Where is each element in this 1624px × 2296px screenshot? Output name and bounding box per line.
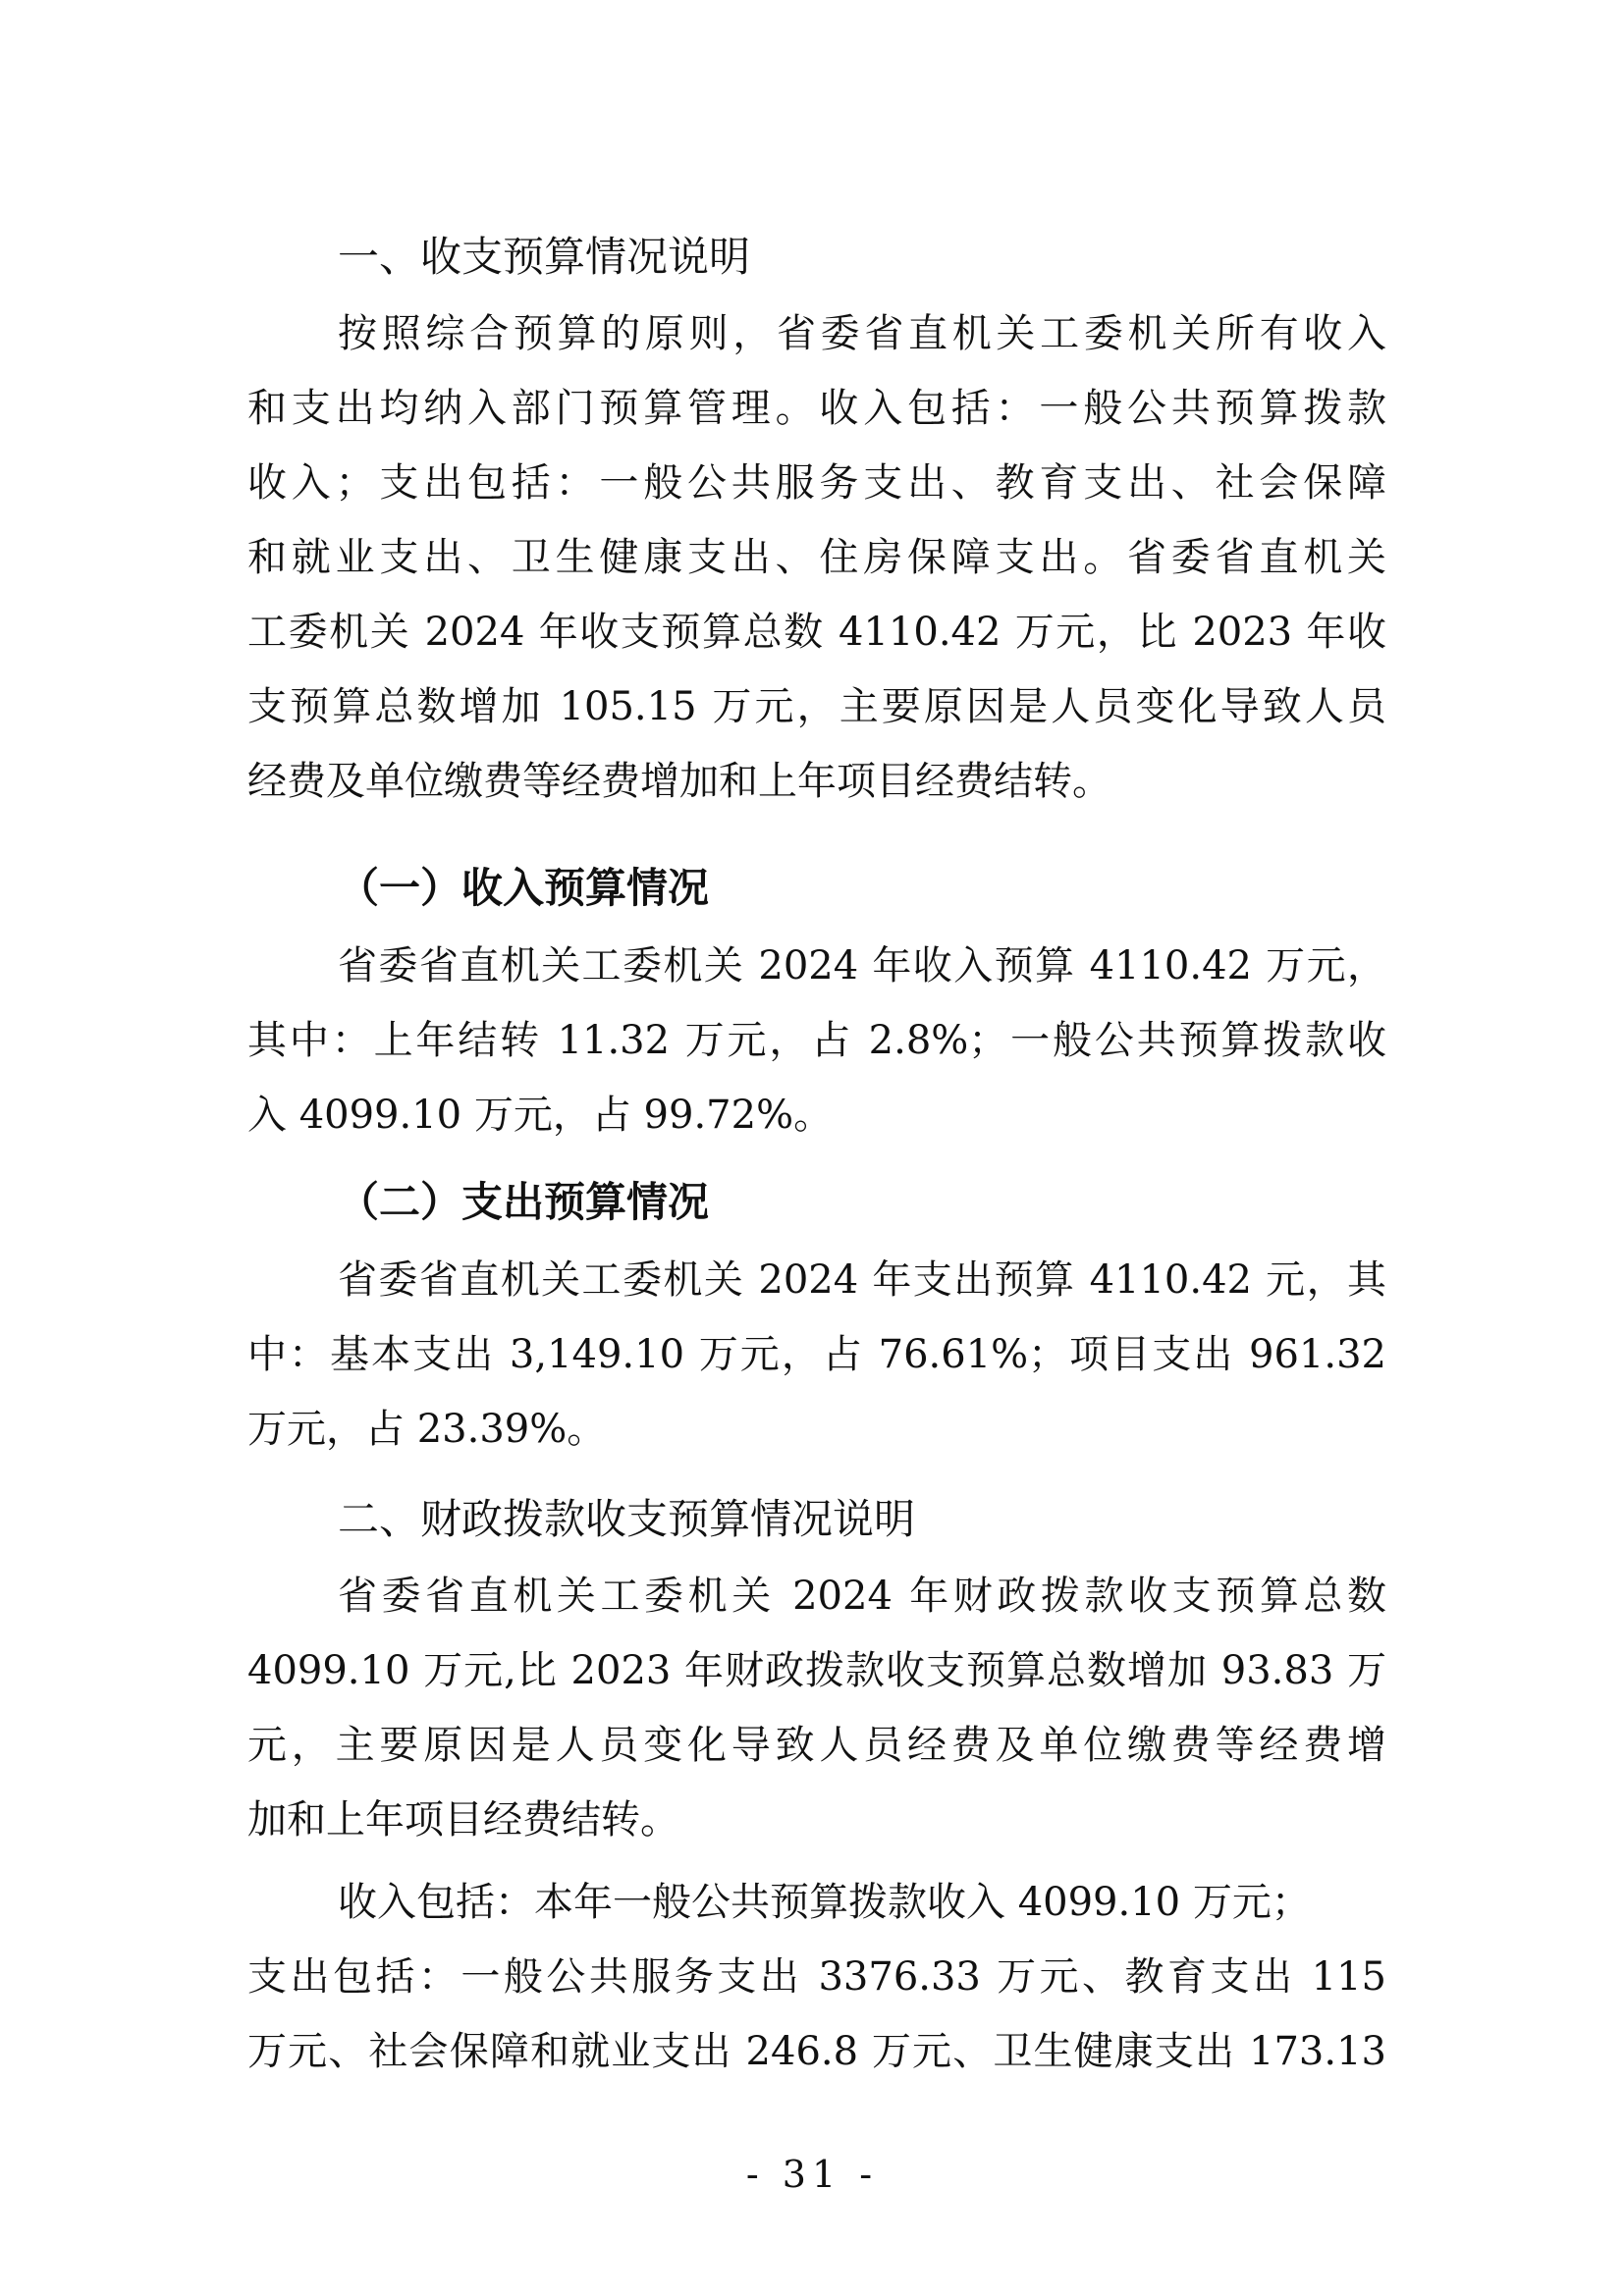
paragraph-line: 省委省直机关工委机关 2024 年财政拨款收支预算总数 — [338, 1574, 1386, 1619]
paragraph-line: 和就业支出、卫生健康支出、住房保障支出。省委省直机关 — [247, 535, 1386, 580]
paragraph-line: 工委机关 2024 年收支预算总数 4110.42 万元，比 2023 年收 — [247, 610, 1386, 655]
paragraph-line: 按照综合预算的原则，省委省直机关工委机关所有收入 — [338, 311, 1386, 356]
paragraph-line: 经费及单位缴费等经费增加和上年项目经费结转。 — [247, 759, 1111, 804]
paragraph-line: 收入包括：本年一般公共预算拨款收入 4099.10 万元； — [338, 1880, 1311, 1925]
paragraph-line: 万元、社会保障和就业支出 246.8 万元、卫生健康支出 173.13 — [247, 2029, 1386, 2074]
subsection-heading-income: （一）收入预算情况 — [338, 864, 710, 912]
paragraph-line: 支出包括：一般公共服务支出 3376.33 万元、教育支出 115 — [247, 1954, 1386, 2000]
page-number: - 31 - — [745, 2153, 879, 2196]
section-heading-2: 二、财政拨款收支预算情况说明 — [338, 1495, 916, 1543]
paragraph-line: 入 4099.10 万元，占 99.72%。 — [247, 1093, 834, 1138]
paragraph-line: 元，主要原因是人员变化导致人员经费及单位缴费等经费增 — [247, 1723, 1386, 1768]
section-heading-1: 一、收支预算情况说明 — [338, 233, 751, 281]
paragraph-line: 支预算总数增加 105.15 万元，主要原因是人员变化导致人员 — [247, 684, 1386, 729]
paragraph-line: 万元，占 23.39%。 — [247, 1407, 607, 1452]
paragraph-line: 中：基本支出 3,149.10 万元，占 76.61%；项目支出 961.32 — [247, 1332, 1386, 1377]
paragraph-line: 省委省直机关工委机关 2024 年收入预算 4110.42 万元， — [338, 943, 1386, 988]
paragraph-line: 其中：上年结转 11.32 万元，占 2.8%；一般公共预算拨款收 — [247, 1018, 1386, 1063]
paragraph-line: 加和上年项目经费结转。 — [247, 1797, 679, 1842]
paragraph-line: 4099.10 万元,比 2023 年财政拨款收支预算总数增加 93.83 万 — [247, 1648, 1386, 1693]
subsection-heading-expenditure: （二）支出预算情况 — [338, 1178, 710, 1226]
paragraph-line: 收入；支出包括：一般公共服务支出、教育支出、社会保障 — [247, 460, 1386, 506]
paragraph-line: 和支出均纳入部门预算管理。收入包括：一般公共预算拨款 — [247, 386, 1386, 431]
paragraph-line: 省委省直机关工委机关 2024 年支出预算 4110.42 元，其 — [338, 1257, 1386, 1303]
